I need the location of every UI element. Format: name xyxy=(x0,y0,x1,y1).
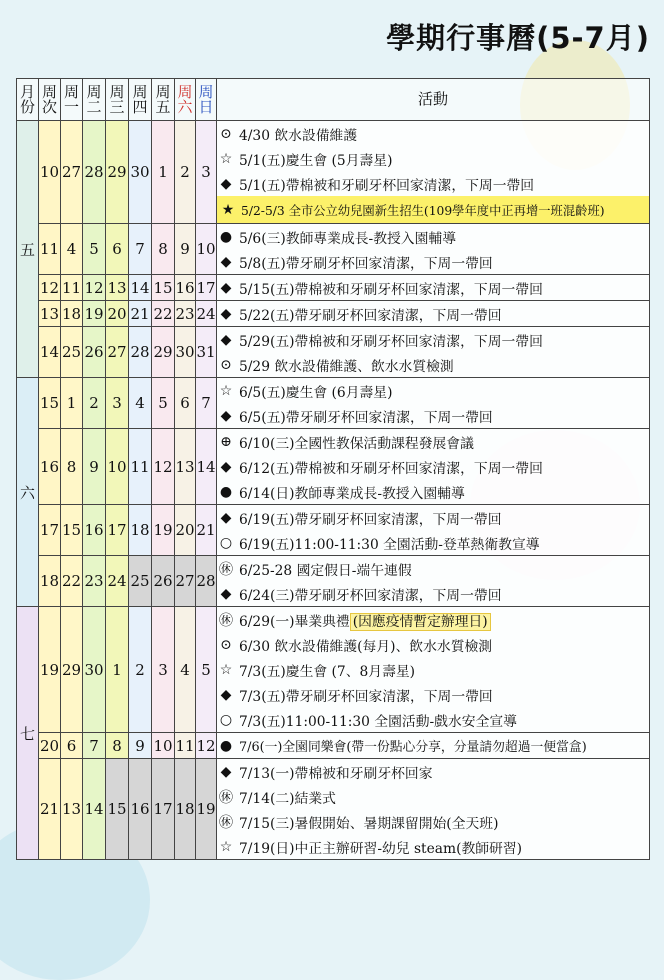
activity-item xyxy=(217,834,649,859)
activity-text: 6/30 飲水設備維護(每月)、飲水水質檢測 xyxy=(239,638,493,655)
activity-text: 5/8(五)帶牙刷牙杯回家清潔，下周一帶回 xyxy=(239,255,493,272)
bullet-icon: ◆ xyxy=(220,331,232,348)
activity-text: 6/25-28 國定假日-端午連假 xyxy=(239,562,412,579)
month-cell: 六 xyxy=(17,378,39,607)
activity-item xyxy=(217,657,649,682)
bullet-icon: ⊙ xyxy=(220,356,232,373)
day-cell: 9 xyxy=(175,224,196,275)
header-fri: 周五 xyxy=(152,79,175,121)
activity-item xyxy=(217,479,649,504)
week-row xyxy=(17,327,650,378)
activity-text: 6/29(一)畢業典禮 (因應疫情暫定辦理日) xyxy=(239,610,491,630)
day-cell: 12 xyxy=(83,275,106,301)
day-cell: 4 xyxy=(129,378,152,429)
day-cell: 1 xyxy=(106,607,129,733)
day-cell: 21 xyxy=(129,301,152,327)
bullet-icon: ◆ xyxy=(220,175,232,192)
day-cell: 5 xyxy=(83,224,106,275)
activity-cell xyxy=(217,275,650,301)
activity-cell xyxy=(217,607,650,733)
day-cell: 7 xyxy=(129,224,152,275)
day-cell: 6 xyxy=(175,378,196,429)
day-cell: 24 xyxy=(106,556,129,607)
activity-item xyxy=(217,454,649,479)
bullet-icon: ○ xyxy=(219,534,233,551)
bullet-icon: ⊙ xyxy=(220,636,232,653)
header-sun: 周日 xyxy=(196,79,217,121)
day-cell: 11 xyxy=(129,429,152,505)
day-cell: 30 xyxy=(129,121,152,224)
day-cell: 27 xyxy=(106,327,129,378)
week-number: 17 xyxy=(39,505,61,556)
activity-item xyxy=(217,146,649,171)
day-cell: 9 xyxy=(129,733,152,759)
day-cell: 5 xyxy=(152,378,175,429)
day-cell: 17 xyxy=(152,759,175,860)
day-cell: 1 xyxy=(61,378,83,429)
header-week: 周次 xyxy=(39,79,61,121)
day-cell: 4 xyxy=(175,607,196,733)
week-row xyxy=(17,607,650,733)
month-cell: 七 xyxy=(17,607,39,860)
bullet-icon: ◆ xyxy=(220,305,232,322)
week-number: 18 xyxy=(39,556,61,607)
week-number: 12 xyxy=(39,275,61,301)
day-cell: 29 xyxy=(152,327,175,378)
activity-text: 6/12(五)帶棉被和牙刷牙杯回家清潔，下周一帶回 xyxy=(239,460,543,477)
activity-item xyxy=(217,171,649,196)
activity-text: 5/29(五)帶棉被和牙刷牙杯回家清潔，下周一帶回 xyxy=(239,333,543,350)
day-cell: 17 xyxy=(196,275,217,301)
activity-text: 7/6(一)全園同樂會(帶一份點心分享，分量請勿超過一便當盒) xyxy=(239,740,587,755)
day-cell: 14 xyxy=(129,275,152,301)
bullet-icon: ◆ xyxy=(220,279,232,296)
activity-cell xyxy=(217,429,650,505)
day-cell: 25 xyxy=(61,327,83,378)
day-cell: 18 xyxy=(61,301,83,327)
day-cell: 3 xyxy=(196,121,217,224)
week-row xyxy=(17,224,650,275)
activity-item xyxy=(217,632,649,657)
activity-item xyxy=(217,429,649,454)
day-cell: 26 xyxy=(152,556,175,607)
day-cell: 16 xyxy=(83,505,106,556)
day-cell: 19 xyxy=(196,759,217,860)
day-cell: 23 xyxy=(83,556,106,607)
day-cell: 2 xyxy=(83,378,106,429)
bullet-icon: ◆ xyxy=(220,407,232,424)
activity-item xyxy=(217,784,649,809)
activity-item xyxy=(217,275,649,300)
activity-text: 5/2-5/3 全市公立幼兒園新生招生(109學年度中正再增一班混齡班) xyxy=(241,203,605,218)
bullet-icon: ● xyxy=(219,228,233,245)
activity-item xyxy=(217,327,649,352)
day-cell: 5 xyxy=(196,607,217,733)
header-wed: 周三 xyxy=(106,79,129,121)
week-number: 20 xyxy=(39,733,61,759)
day-cell: 15 xyxy=(152,275,175,301)
header-month: 月份 xyxy=(17,79,39,121)
activity-text: 6/10(三)全國性教保活動課程發展會議 xyxy=(239,435,474,452)
day-cell: 16 xyxy=(175,275,196,301)
activity-item xyxy=(217,759,649,784)
activity-text: 6/14(日)教師專業成長-教授入園輔導 xyxy=(239,485,465,502)
day-cell: 28 xyxy=(129,327,152,378)
week-row xyxy=(17,429,650,505)
day-cell: 30 xyxy=(175,327,196,378)
activity-item xyxy=(217,505,649,530)
week-row xyxy=(17,121,650,224)
week-number: 14 xyxy=(39,327,61,378)
week-number: 19 xyxy=(39,607,61,733)
activity-item xyxy=(217,682,649,707)
day-cell: 1 xyxy=(152,121,175,224)
day-cell: 19 xyxy=(83,301,106,327)
day-cell: 28 xyxy=(83,121,106,224)
day-cell: 9 xyxy=(83,429,106,505)
bullet-icon: ☆ xyxy=(219,150,233,167)
day-cell: 10 xyxy=(196,224,217,275)
bullet-icon: ㊡ xyxy=(219,814,233,831)
bullet-icon: ☆ xyxy=(219,661,233,678)
activity-text: 5/29 飲水設備維護、飲水水質檢測 xyxy=(239,358,454,375)
day-cell: 20 xyxy=(106,301,129,327)
day-cell: 15 xyxy=(106,759,129,860)
activity-cell xyxy=(217,121,650,224)
day-cell: 29 xyxy=(106,121,129,224)
day-cell: 12 xyxy=(196,733,217,759)
day-cell: 6 xyxy=(61,733,83,759)
activity-text: 5/6(三)教師專業成長-教授入園輔導 xyxy=(239,230,456,247)
day-cell: 10 xyxy=(106,429,129,505)
week-number: 10 xyxy=(39,121,61,224)
day-cell: 31 xyxy=(196,327,217,378)
activity-text: 7/15(三)暑假開始、暑期課留開始(全天班) xyxy=(239,815,499,832)
week-row xyxy=(17,733,650,759)
week-number: 11 xyxy=(39,224,61,275)
header-thu: 周四 xyxy=(129,79,152,121)
activity-item xyxy=(217,581,649,606)
day-cell: 11 xyxy=(175,733,196,759)
day-cell: 8 xyxy=(152,224,175,275)
activity-cell xyxy=(217,505,650,556)
activity-cell xyxy=(217,759,650,860)
page-title: 學期行事曆(5-7月) xyxy=(386,21,650,55)
bullet-icon: ⊕ xyxy=(220,433,232,450)
week-row xyxy=(17,505,650,556)
activity-item xyxy=(217,378,649,403)
day-cell: 29 xyxy=(61,607,83,733)
bullet-icon: ☆ xyxy=(219,382,233,399)
activity-text: 5/15(五)帶棉被和牙刷牙杯回家清潔，下周一帶回 xyxy=(239,281,543,298)
day-cell: 16 xyxy=(129,759,152,860)
activity-cell xyxy=(217,556,650,607)
bullet-icon: ㊡ xyxy=(219,612,233,629)
activity-item xyxy=(217,301,649,326)
bullet-icon: ◆ xyxy=(220,585,232,602)
activity-text: 5/1(五)慶生會 (5月壽星) xyxy=(239,152,393,169)
activity-item xyxy=(217,249,649,274)
day-cell: 2 xyxy=(175,121,196,224)
activity-cell xyxy=(217,733,650,759)
calendar-table xyxy=(16,78,650,860)
day-cell: 26 xyxy=(83,327,106,378)
day-cell: 25 xyxy=(129,556,152,607)
activity-text: 7/13(一)帶棉被和牙刷牙杯回家 xyxy=(239,765,433,782)
activity-text: 7/3(五)11:00-11:30 全園活動-戲水安全宣導 xyxy=(239,713,517,730)
day-cell: 6 xyxy=(106,224,129,275)
week-row xyxy=(17,378,650,429)
activity-cell xyxy=(217,301,650,327)
activity-text: 6/19(五)11:00-11:30 全園活動-登革熱衛教宣導 xyxy=(239,536,540,553)
activity-item xyxy=(217,224,649,249)
activity-item xyxy=(217,121,649,146)
bullet-icon: ★ xyxy=(221,201,235,218)
day-cell: 12 xyxy=(152,429,175,505)
day-cell: 22 xyxy=(152,301,175,327)
day-cell: 21 xyxy=(196,505,217,556)
bullet-icon: ● xyxy=(219,737,233,754)
day-cell: 10 xyxy=(152,733,175,759)
bullet-icon: ㊡ xyxy=(219,561,233,578)
bullet-icon: ◆ xyxy=(220,763,232,780)
activity-text: 5/1(五)帶棉被和牙刷牙杯回家清潔，下周一帶回 xyxy=(239,177,535,194)
activity-cell xyxy=(217,378,650,429)
day-cell: 8 xyxy=(61,429,83,505)
bullet-icon: ● xyxy=(219,483,233,500)
day-cell: 30 xyxy=(83,607,106,733)
week-row xyxy=(17,275,650,301)
week-row xyxy=(17,759,650,860)
week-number: 15 xyxy=(39,378,61,429)
activity-text: 6/5(五)慶生會 (6月壽星) xyxy=(239,384,393,401)
day-cell: 4 xyxy=(61,224,83,275)
bullet-icon: ㊡ xyxy=(219,789,233,806)
day-cell: 15 xyxy=(61,505,83,556)
header-tue: 周二 xyxy=(83,79,106,121)
day-cell: 14 xyxy=(196,429,217,505)
activity-text: 7/14(二)結業式 xyxy=(239,790,336,807)
activity-cell xyxy=(217,224,650,275)
day-cell: 18 xyxy=(129,505,152,556)
activity-item xyxy=(217,530,649,555)
day-cell: 3 xyxy=(106,378,129,429)
day-cell: 17 xyxy=(106,505,129,556)
activity-text: 6/19(五)帶牙刷牙杯回家清潔，下周一帶回 xyxy=(239,511,502,528)
day-cell: 3 xyxy=(152,607,175,733)
activity-text: 6/5(五)帶牙刷牙杯回家清潔，下周一帶回 xyxy=(239,409,493,426)
bullet-icon: ◆ xyxy=(220,253,232,270)
day-cell: 13 xyxy=(106,275,129,301)
activity-item xyxy=(217,352,649,377)
day-cell: 19 xyxy=(152,505,175,556)
activity-item xyxy=(217,556,649,581)
day-cell: 7 xyxy=(83,733,106,759)
bullet-icon: ○ xyxy=(219,711,233,728)
day-cell: 24 xyxy=(196,301,217,327)
day-cell: 2 xyxy=(129,607,152,733)
activity-item xyxy=(217,707,649,732)
activity-item xyxy=(217,809,649,834)
week-number: 16 xyxy=(39,429,61,505)
activity-item xyxy=(217,607,649,632)
bullet-icon: ⊙ xyxy=(220,125,232,142)
day-cell: 18 xyxy=(175,759,196,860)
activity-item xyxy=(217,403,649,428)
bullet-icon: ◆ xyxy=(220,458,232,475)
activity-text: 7/3(五)慶生會 (7、8月壽星) xyxy=(239,663,416,680)
week-number: 21 xyxy=(39,759,61,860)
activity-text: 5/22(五)帶牙刷牙杯回家清潔，下周一帶回 xyxy=(239,307,502,324)
day-cell: 23 xyxy=(175,301,196,327)
activity-text: 6/24(三)帶牙刷牙杯回家清潔，下周一帶回 xyxy=(239,587,502,604)
day-cell: 7 xyxy=(196,378,217,429)
bullet-icon: ◆ xyxy=(220,509,232,526)
activity-item xyxy=(217,196,649,223)
day-cell: 8 xyxy=(106,733,129,759)
activity-text: 4/30 飲水設備維護 xyxy=(239,127,358,144)
month-cell: 五 xyxy=(17,121,39,378)
week-number: 13 xyxy=(39,301,61,327)
week-row xyxy=(17,556,650,607)
day-cell: 13 xyxy=(175,429,196,505)
bullet-icon: ◆ xyxy=(220,686,232,703)
header-mon: 周一 xyxy=(61,79,83,121)
day-cell: 27 xyxy=(61,121,83,224)
activity-item xyxy=(217,733,649,758)
week-row xyxy=(17,301,650,327)
day-cell: 14 xyxy=(83,759,106,860)
activity-cell xyxy=(217,327,650,378)
bullet-icon: ☆ xyxy=(219,838,233,855)
day-cell: 22 xyxy=(61,556,83,607)
day-cell: 28 xyxy=(196,556,217,607)
day-cell: 11 xyxy=(61,275,83,301)
activity-text: 7/19(日)中正主辦研習-幼兒 steam(教師研習) xyxy=(239,840,523,857)
header-sat: 周六 xyxy=(175,79,196,121)
day-cell: 20 xyxy=(175,505,196,556)
activity-text: 7/3(五)帶牙刷牙杯回家清潔，下周一帶回 xyxy=(239,688,493,705)
day-cell: 13 xyxy=(61,759,83,860)
day-cell: 27 xyxy=(175,556,196,607)
header-activity: 活動 xyxy=(217,79,650,121)
